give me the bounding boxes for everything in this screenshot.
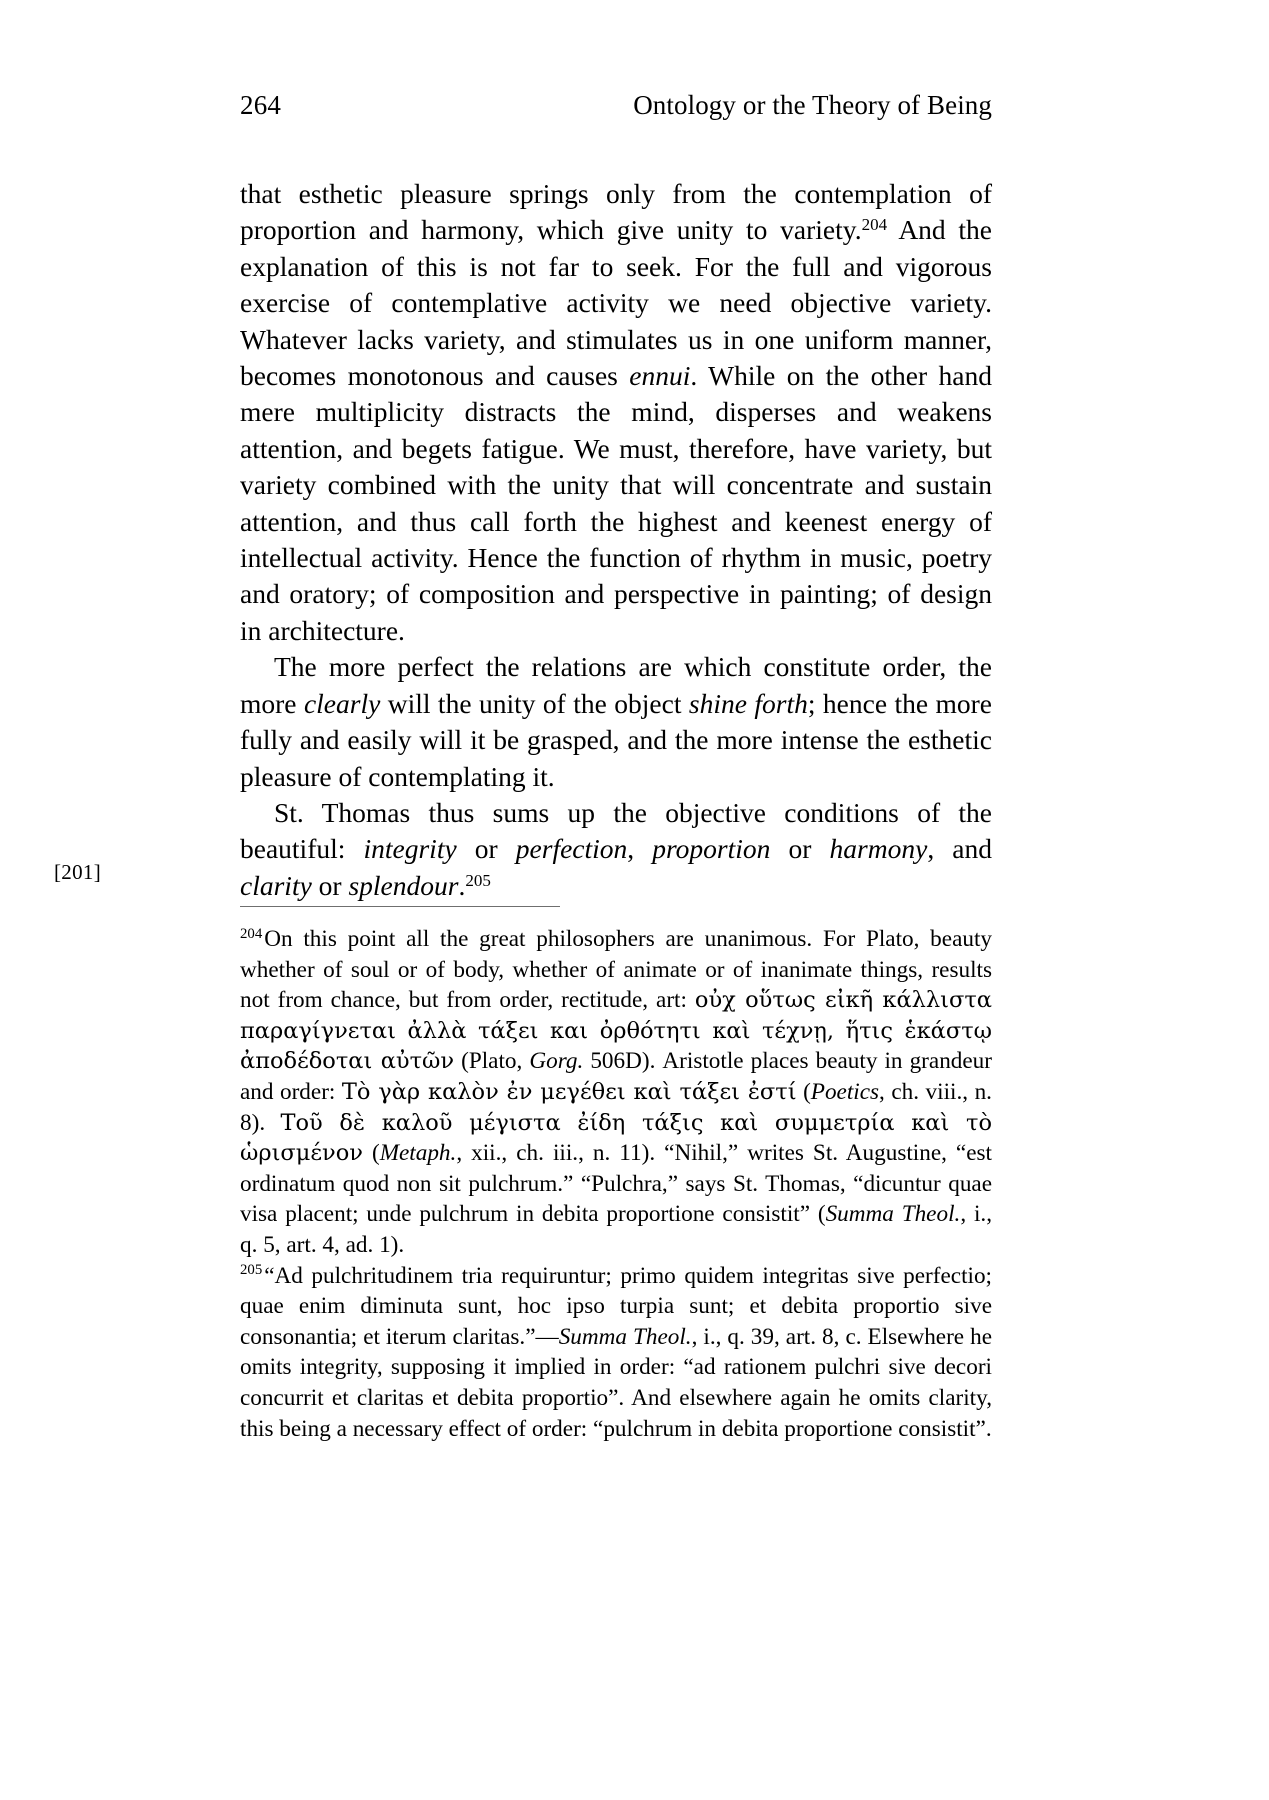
p2-text-a: The more perfect the relations are which constitute order, the more [240,651,992,719]
fn204-italic-poetics: Poetics [810,1078,880,1105]
fn205-italic-summa-theol: Summa Theol. [558,1323,692,1350]
p3-text-f: or [311,869,349,901]
p1-italic-ennui: ennui [629,360,691,392]
fn204-greek-2: Τὸ γὰρ καλὸν ἐν μεγέθει καὶ τάξει ἐστί [341,1078,797,1105]
running-head-title: Ontology or the Theory of Being [633,90,992,120]
footnote-205-marker: 205 [240,1262,263,1279]
fn204-text-a: On this point all the great philosophers are unanimous. For Plato, beauty whether of soul or of body, whether of animate or of inanimate things, results not from chance, but from order, rectitude, art: [240,926,992,1014]
fn204-text-b: (Plato, [454,1048,530,1075]
footnote-204 [240,924,992,1261]
body-text-column [240,176,992,904]
p3-italic-integrity: integrity [363,833,457,865]
fn204-text-f: ( [362,1140,380,1167]
fn204-text-e: , ch. viii., n. 8). [240,1078,992,1136]
fn204-italic-summa-theol: Summa Theol. [825,1201,961,1228]
page-number: 264 [240,90,282,120]
footnote-separator-rule [240,906,560,907]
fn204-italic-gorg: Gorg. [529,1048,584,1075]
fn204-text-c: 506D). Aristotle places beauty in grandeur and order: [240,1048,992,1105]
paragraph-1 [240,176,992,649]
p3-text-e: , and [927,833,992,865]
fn204-text-d: ( [796,1078,811,1105]
p2-text-b: will the unity of the object [380,687,689,719]
p1-text-c: . While on the other hand mere multiplicity distracts the mind, disperses and weakens attention, and begets fatigue. We must, therefore, have variety, but variety combined with the unity that will concentrate and sustain attention, and thus call forth the highest and keenest energy of intellectual activity. Hence the function of rhythm in music, poetry and oratory; of composition and perspective in painting; of design in architecture. [240,360,992,646]
p3-italic-harmony: harmony [829,833,928,865]
fn204-italic-metaph: Metaph. [379,1140,457,1167]
p3-italic-perfection: perfection [515,833,628,865]
paragraph-2 [240,649,992,795]
p2-italic-shine-forth: shine forth [688,687,808,719]
footnote-ref-205[interactable]: 205 [465,870,491,890]
p3-text-a: St. Thomas thus sums up the objective conditions of the beautiful: [240,796,992,865]
p1-text-a: that esthetic pleasure springs only from the contemplation of proportion and harmony, which give unity to variety. [240,178,992,246]
footnote-205 [240,1261,992,1445]
p3-text-b: or [456,833,516,865]
p2-italic-clearly: clearly [303,687,381,719]
p3-text-d: or [770,833,830,865]
p3-italic-proportion: proportion [652,833,771,865]
fn205-text-a: “Ad pulchritudinem tria requiruntur; primo quidem integritas sive perfectio; quae enim diminuta sunt, hoc ipso turpia sunt; et debita proportio sive consonantia; et iterum claritas.”— [240,1262,992,1350]
fn204-greek-1: οὐχ οὕτως εἰκῆ κάλλιστα παραγίγνεται ἀλλὰ τάξει και ὀρθότητι καὶ τέχνῃ, ἥτις ἑκάστῳ ἀποδέδοται αὐτῶν [240,987,992,1075]
p3-italic-clarity: clarity [240,869,312,901]
fn204-text-h: , i., q. 5, art. 4, ad. 1). [240,1201,992,1258]
fn204-text-g: , xii., ch. iii., n. 11). “Nihil,” writes St. Augustine, “est ordinatum quod non sit pulchrum.” “Pulchra,” says St. Thomas, “dicuntur quae visa placent; unde pulchrum in debita proportione consistit” ( [240,1140,992,1228]
p3-text-g: . [458,869,466,901]
p2-text-c: ; hence the more fully and easily will it be grasped, and the more intense the esthetic pleasure of contemplating it. [240,687,992,792]
p3-italic-splendour: splendour [348,869,459,901]
p3-text-c: , [627,833,653,865]
footnote-204-marker: 204 [240,925,263,942]
paragraph-3 [240,795,992,904]
running-head [240,92,992,119]
margin-page-marker: [201] [54,860,101,884]
footnotes-block [240,924,992,1444]
fn205-text-b: , i., q. 39, art. 8, c. Elsewhere he omits integrity, supposing it implied in order: “ad rationem pulchri sive decori concurrit et claritas et debita proportio”. And elsewhere again he omits clarity, this being a necessary effect of order: “pulchrum in debita proportione consistit”. [240,1323,992,1442]
fn204-greek-3: Τοῦ δὲ καλοῦ μέγιστα ἐίδη τάξις καὶ συμμετρία καὶ τὸ ὡρισμένον [240,1109,992,1167]
p1-text-b: And the explanation of this is not far to seek. For the full and vigorous exercise of contemplative activity we need objective variety. Whatever lacks variety, and stimulates us in one uniform manner, becomes monotonous and causes [240,214,992,392]
footnote-ref-204[interactable]: 204 [861,215,888,235]
